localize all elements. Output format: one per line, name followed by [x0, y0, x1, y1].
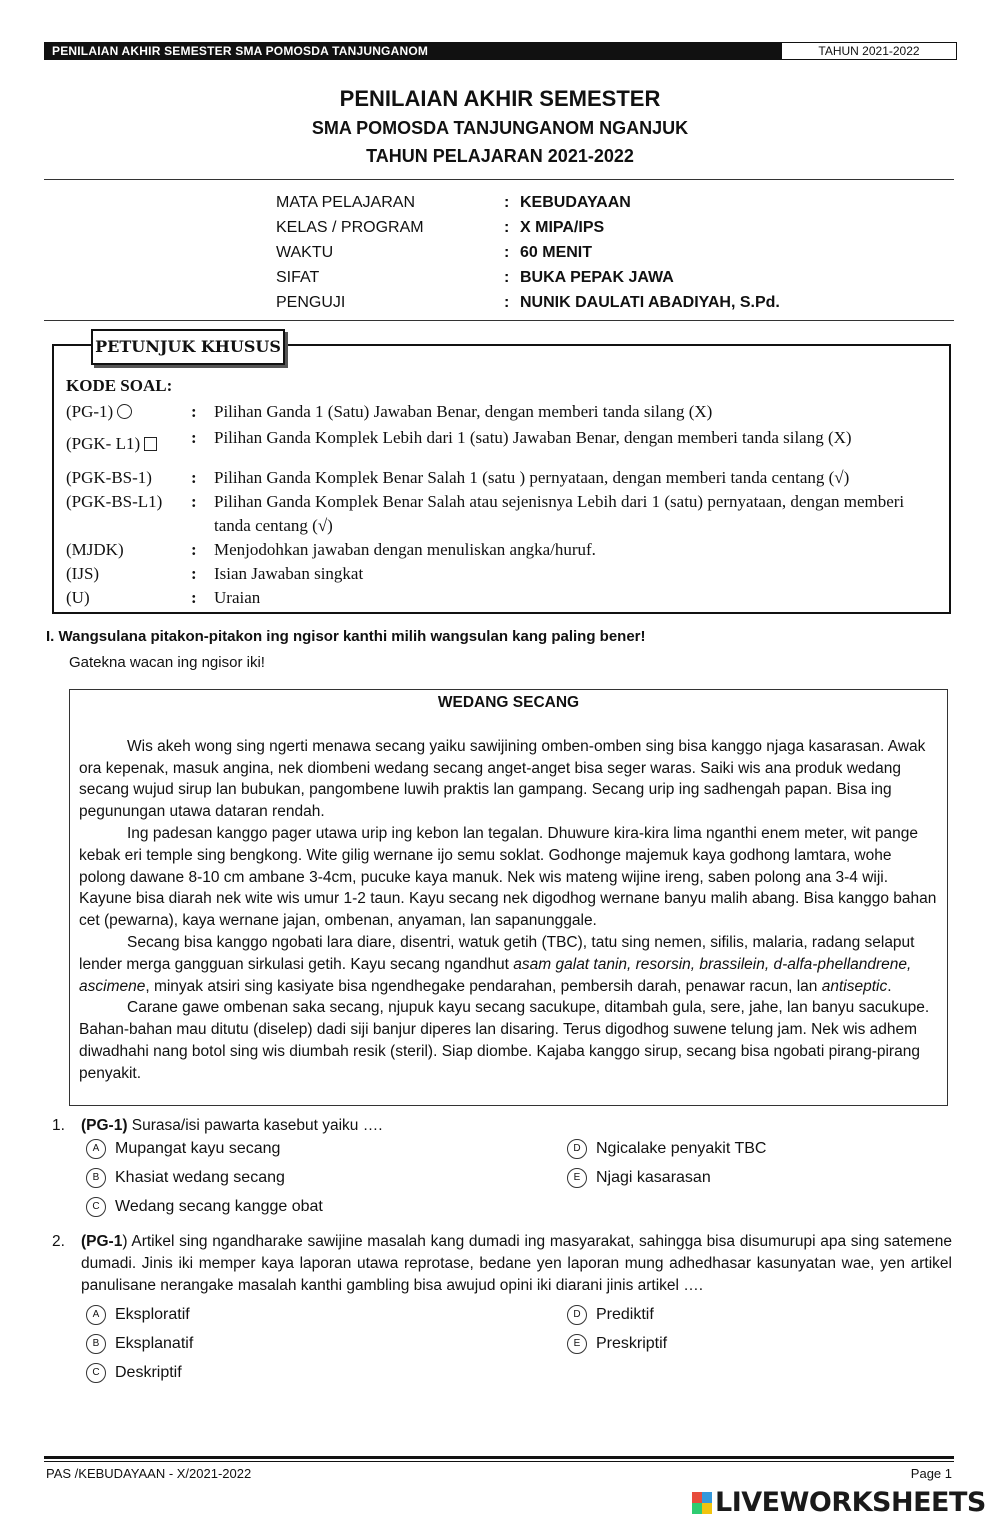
- reading-paragraph: Ing padesan kanggo pager utawa urip ing kebon lan tegalan. Dhuwure kira-kira lima nganthi enem meter, wit pange kebak eri temple sing bengkong. Wite gilig wernane ijo semu soklat. Godhonge majemuk kaya godhong lamtara, wohe polong dawane 8-10 cm ambane 3-4cm, pucuke kaya manuk. Nek wis mateng wijine ireng, saben polong ana 3-4 wiji. Kayune bisa diarah nek wite wis umur 1-2 taun. Kayu secang nek digodhog wernane banyu malih abang. Bisa kanggo bahan cet (pewarna), kaya wernane jajan, ombenan, anyaman, lan sapanunggale.: [79, 824, 937, 930]
- code-row: (U) : Uraian: [66, 588, 261, 607]
- option-circle-icon[interactable]: B: [86, 1168, 106, 1188]
- school-name: SMA POMOSDA TANJUNGANOM NGANJUK: [311, 118, 689, 138]
- code-row: (MJDK) : Menjodohkan jawaban dengan menuliskan angka/huruf.: [66, 540, 596, 559]
- instructions-title: PETUNJUK KHUSUS: [91, 329, 285, 365]
- divider: [44, 320, 954, 321]
- footer-page-number: Page 1: [910, 1466, 952, 1481]
- liveworksheets-logo-icon: [692, 1492, 712, 1514]
- header-school-title: PENILAIAN AKHIR SEMESTER SMA POMOSDA TANJUNGANOM: [44, 42, 781, 60]
- info-row-nature: SIFAT : BUKA PEPAK JAWA: [276, 268, 674, 286]
- option-circle-icon[interactable]: E: [567, 1334, 587, 1354]
- reading-title: WEDANG SECANG: [437, 694, 580, 711]
- option-d[interactable]: D Ngicalake penyakit TBC: [567, 1139, 766, 1159]
- code-row: (PGK-BS-1) : Pilihan Ganda Komplek Benar Salah 1 (satu ) pernyataan, dengan memberi tanda centang (√): [66, 468, 850, 487]
- option-circle-icon[interactable]: D: [567, 1305, 587, 1325]
- option-d[interactable]: D Prediktif: [567, 1305, 654, 1325]
- code-row: (PGK-BS-L1) : Pilihan Ganda Komplek Benar Salah atau sejenisnya Lebih dari 1 (satu) pernyataan, dengan memberi tanda centang (√): [66, 492, 905, 535]
- question-text: (PG-1) Surasa/isi pawarta kasebut yaiku ….: [81, 1117, 383, 1134]
- info-row-time: WAKTU : 60 MENIT: [276, 243, 593, 261]
- question-text: (PG-1) Artikel sing ngandharake sawijine masalah kang dumadi ing masyarakat, sahingga bisa disumurupi apa sing satemene dumadi. Jinis iki memper kaya laporan utawa reprotase, bedane yen laporan mung adhedhasar kasunyatan wae, yen artikel panulisane nerangake masalah kanthi gambling bisa awujud opini iki diarani jinis artikel ….: [81, 1233, 952, 1294]
- option-circle-icon[interactable]: C: [86, 1363, 106, 1383]
- reading-paragraph: Wis akeh wong sing ngerti menawa secang yaiku sawijining omben-omben sing bisa kanggo njaga kasarasan. Awak ora kepenak, masuk angina, nek diombeni wedang secang anget-anget bisa seger waras. Saiki wis ana produk wedang secang wujud sirup lan bubukan, pangombene luwih praktis lan gampang. Secang urip ing sadhengah papan. Bisa ing pegunungan utawa dataran rendah.: [79, 737, 926, 821]
- option-circle-icon[interactable]: E: [567, 1168, 587, 1188]
- code-row: (PG-1) : Pilihan Ganda 1 (Satu) Jawaban Benar, dengan memberi tanda silang (X): [66, 402, 713, 421]
- code-row: (PGK- L1) : Pilihan Ganda Komplek Lebih dari 1 (satu) Jawaban Benar, dengan memberi tanda silang (X): [66, 428, 852, 453]
- option-b[interactable]: B Khasiat wedang secang: [86, 1168, 285, 1188]
- option-a[interactable]: A Mupangat kayu secang: [86, 1139, 280, 1159]
- reading-paragraph: Carane gawe ombenan saka secang, njupuk kayu secang sacukupe, ditambah gula, sere, jahe, lan banyu sacukupe. Bahan-bahan mau ditutu (diselep) dadi siji banjur diperes lan disaring. Terus digodhog suwene telung jam. Nek wis adhem diwadhahi nang botol sing wis diumbah resik (steril). Siap diombe. Kajaba kanggo sirup, secang bisa ngobati pirang-pirang penyakit.: [79, 999, 930, 1082]
- footer-divider: [44, 1461, 954, 1462]
- option-circle-icon[interactable]: A: [86, 1305, 106, 1325]
- question-number: 1.: [52, 1117, 65, 1134]
- option-a[interactable]: A Eksploratif: [86, 1305, 190, 1325]
- liveworksheets-text: LIVEWORKSHEETS: [715, 1487, 986, 1518]
- footer-document-code: PAS /KEBUDAYAAN - X/2021-2022: [46, 1466, 252, 1481]
- code-heading: KODE SOAL:: [66, 376, 173, 395]
- info-row-examiner: PENGUJI : NUNIK DAULATI ABADIYAH, S.Pd.: [276, 293, 780, 311]
- info-row-subject: MATA PELAJARAN : KEBUDAYAAN: [276, 193, 631, 211]
- liveworksheets-logo: [692, 1487, 986, 1518]
- option-b[interactable]: B Eksplanatif: [86, 1334, 193, 1354]
- reading-paragraph: Secang bisa kanggo ngobati lara diare, disentri, watuk getih (TBC), tatu sing nemen, sifilis, malaria, radang selaput lender merga gangguan sirkulasi getih. Kayu secang ngandhut asam galat tanin, resorsin, brassilein, d-alfa-phellandrene, ascimene, minyak atsiri sing kasiyate bisa ngendhegake pendarahan, pembersih darah, penawar racun, lan antiseptic.: [79, 933, 915, 995]
- header-year: TAHUN 2021-2022: [781, 42, 957, 60]
- academic-year: TAHUN PELAJARAN 2021-2022: [366, 146, 634, 166]
- exam-info: [276, 190, 780, 315]
- option-circle-icon[interactable]: A: [86, 1139, 106, 1159]
- circle-symbol-icon: [117, 404, 132, 419]
- question-2: [52, 1231, 952, 1297]
- option-circle-icon[interactable]: B: [86, 1334, 106, 1354]
- option-circle-icon[interactable]: C: [86, 1197, 106, 1217]
- option-c[interactable]: C Deskriptif: [86, 1363, 182, 1383]
- option-e[interactable]: E Preskriptif: [567, 1334, 667, 1354]
- option-e[interactable]: E Njagi kasarasan: [567, 1168, 711, 1188]
- section-instruction: Gatekna wacan ing ngisor iki!: [69, 654, 265, 671]
- divider: [44, 179, 954, 180]
- reading-passage: [69, 689, 948, 1106]
- document-title: PENILAIAN AKHIR SEMESTER: [339, 86, 661, 111]
- page-header: [44, 42, 957, 60]
- code-row: (IJS) : Isian Jawaban singkat: [66, 564, 364, 583]
- section-heading: I. Wangsulana pitakon-pitakon ing ngisor kanthi milih wangsulan kang paling bener!: [46, 628, 646, 645]
- question-1: [52, 1115, 952, 1137]
- question-number: 2.: [52, 1233, 65, 1250]
- square-symbol-icon: [144, 437, 157, 451]
- option-c[interactable]: C Wedang secang kangge obat: [86, 1197, 323, 1217]
- instructions-content: [66, 376, 936, 610]
- option-circle-icon[interactable]: D: [567, 1139, 587, 1159]
- info-row-class: KELAS / PROGRAM : X MIPA/IPS: [276, 218, 605, 236]
- footer-divider: [44, 1456, 954, 1459]
